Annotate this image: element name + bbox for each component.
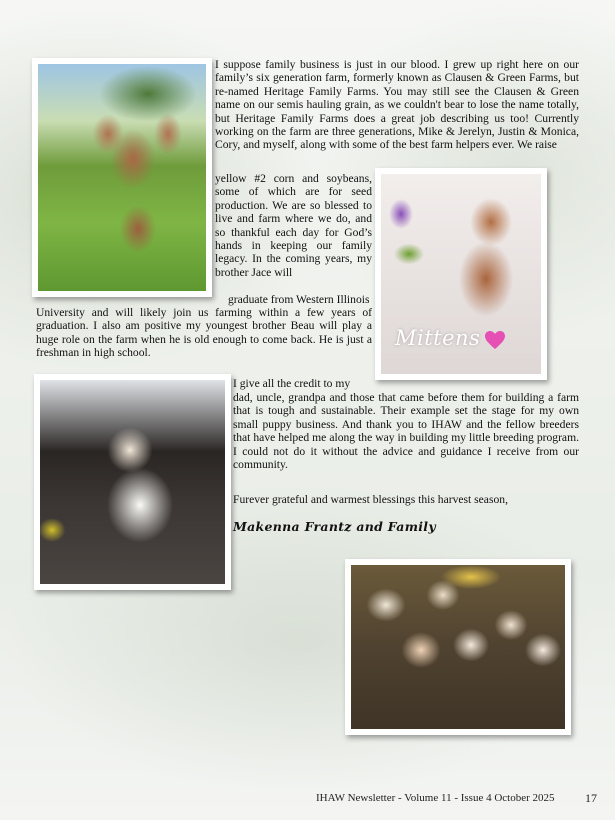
photo-puppy-litter [345,559,571,735]
mittens-image [381,174,541,374]
article-paragraph-4: University and will likely join us farming within a few years of graduation. I also am positive my youngest brother Beau will play a huge role on the farm when he is old enough to come back. He is just a freshman in high school. [36,306,372,360]
photo-dog-running [32,58,212,297]
photo-mittens [375,168,547,380]
photo-white-dog [34,374,231,590]
footer-text: IHAW Newsletter - Volume 11 - Issue 4 October 2025 [316,792,555,804]
article-paragraph-2: yellow #2 corn and soybeans, some of which are for seed production. We are so blessed to live and farm where we do, and so thankful each day for God’s hands in keeping our family legacy. In the coming years, my brother Jace will [215,172,372,279]
signature: Makenna Frantz and Family [233,519,436,534]
closing-line: Furever grateful and warmest blessings this harvest season, [233,493,508,506]
article-paragraph-5-lead: I give all the credit to my [233,377,351,390]
puppy-litter-image [351,565,565,729]
page-number: 17 [585,791,597,805]
article-paragraph-1: I suppose family business is just in our blood. I grew up right here on our family’s six generation farm, formerly known as Clausen & Green Farms, but re-named Heritage Family Farms. You may still see the Clausen & Green name on our semis hauling grain, as we couldn't bear to lose the name totally, but Heritage Family Farms does a great job describing us too! Currently working on the farm are three generations, Mike & Jerelyn, Justin & Monica, Cory, and myself, along with some of the best farm helpers ever. We raise [215,58,579,152]
white-dog-image [40,380,225,584]
article-paragraph-5: dad, uncle, grandpa and those that came before them for building a farm that is tough and sustainable. Their example set the stage for my own small puppy business. And thank you to IHAW and the fellow breeders that have helped me along the way in building my little breeding program. I could not do it without the advice and guidance I receive from our community. [233,391,579,472]
dog-running-image [38,64,206,291]
article-paragraph-3: graduate from Western Illinois [228,293,370,306]
mittens-caption: Mittens [395,326,481,350]
heart-icon [483,328,507,352]
